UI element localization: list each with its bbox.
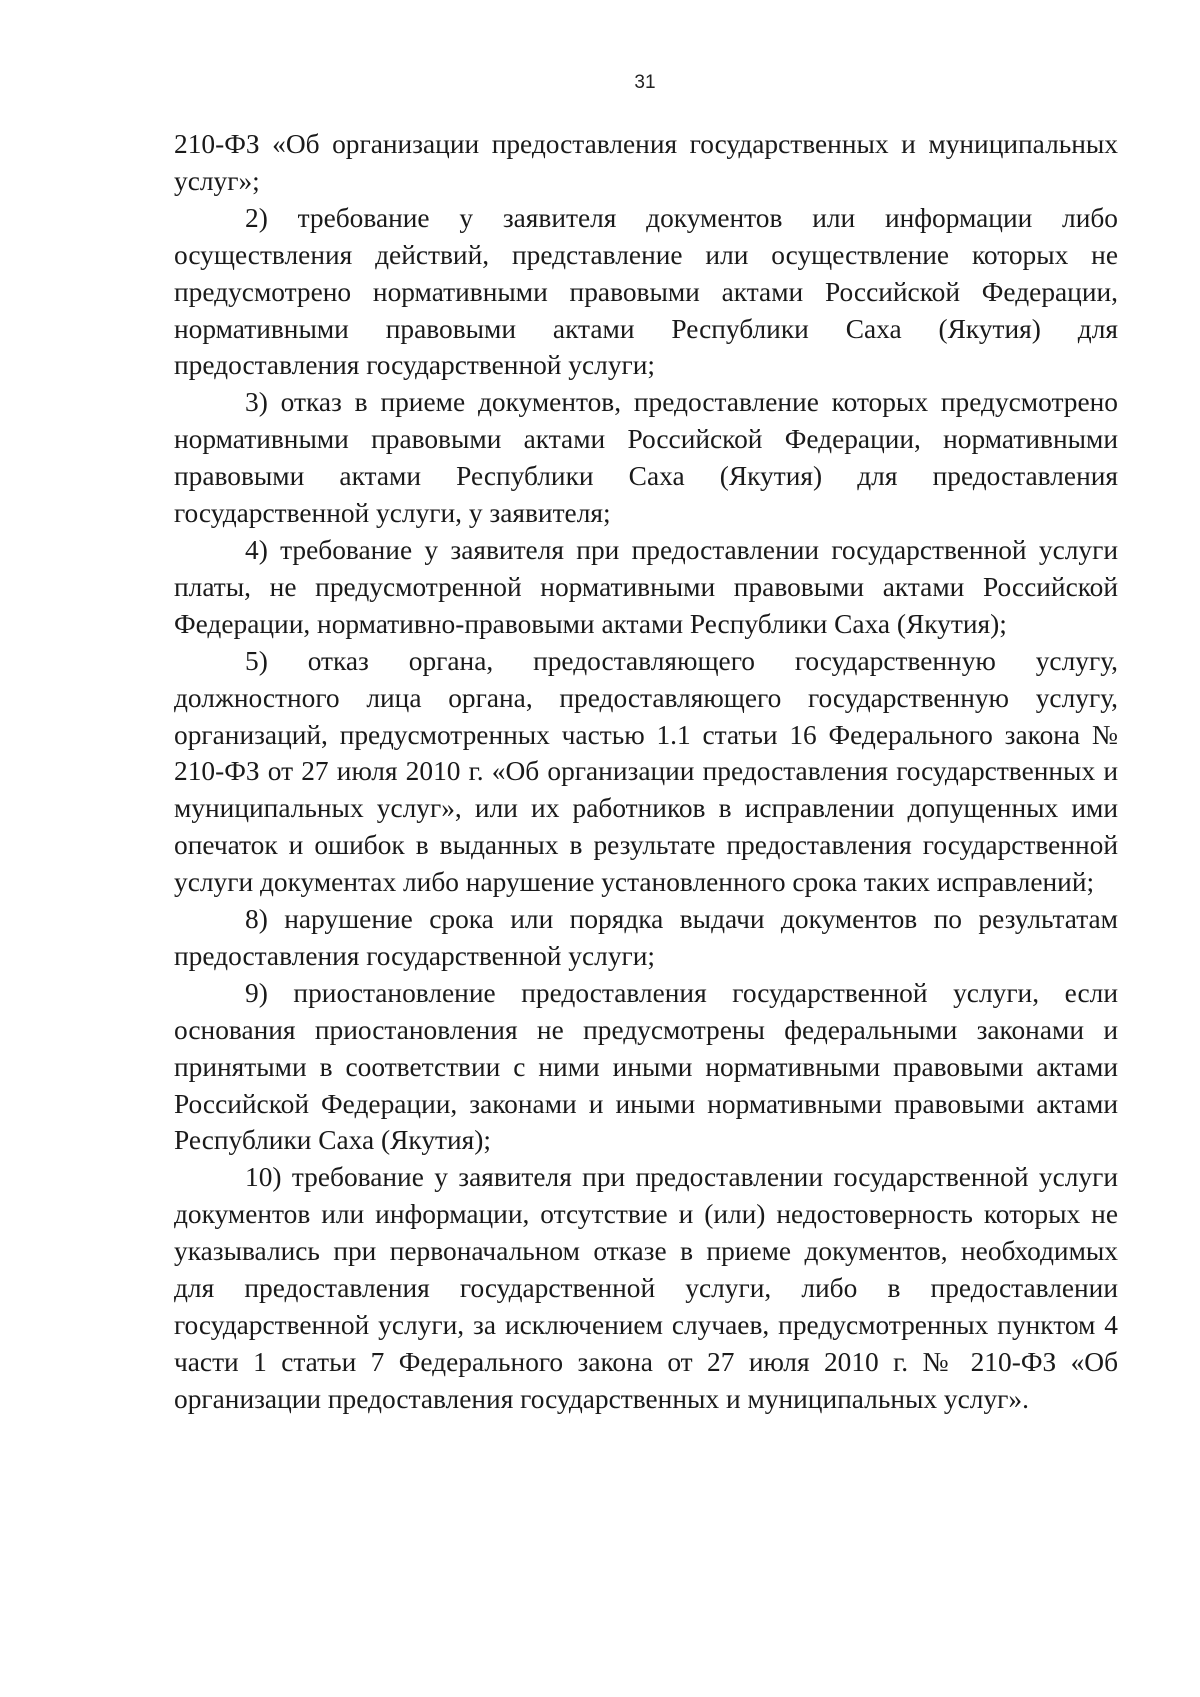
paragraph-item-9: 9) приостановление предоставления государственной услуги, если основания приостановления не предусмотрены федеральными законами и принятыми в соответствии с ними иными нормативными правовыми актами Российской Федерации, законами и иными нормативными правовыми актами Республики Саха (Якутия); — [174, 977, 1118, 1156]
document-body — [174, 126, 1118, 1418]
paragraph-continuation: 210-ФЗ «Об организации предоставления государственных и муниципальных услуг»; — [174, 129, 1118, 196]
paragraph-item-2: 2) требование у заявителя документов или информации либо осуществления действий, представление или осуществление которых не предусмотрено нормативными правовыми актами Российской Федерации, нормативными правовыми актами Республики Саха (Якутия) для предоставления государственной услуги; — [174, 202, 1118, 381]
paragraph-item-10: 10) требование у заявителя при предоставлении государственной услуги документов или информации, отсутствие и (или) недостоверность которых не указывались при первоначальном отказе в приеме документов, необходимых для предоставления государственной услуги, либо в предоставлении государственной услуги, за исключением случаев, предусмотренных пунктом 4 части 1 статьи 7 Федерального закона от 27 июля 2010 г. № 210-ФЗ «Об организации предоставления государственных и муниципальных услуг». — [174, 1162, 1118, 1414]
paragraph-item-3: 3) отказ в приеме документов, предоставление которых предусмотрено нормативными правовыми актами Российской Федерации, нормативными правовыми актами Республики Саха (Якутия) для предоставления государственной услуги, у заявителя; — [174, 387, 1118, 529]
paragraph-item-8: 8) нарушение срока или порядка выдачи документов по результатам предоставления государственной услуги; — [174, 904, 1118, 971]
paragraph-item-5: 5) отказ органа, предоставляющего государственную услугу, должностного лица органа, предоставляющего государственную услугу, организаций, предусмотренных частью 1.1 статьи 16 Федерального закона № 210-ФЗ от 27 июля 2010 г. «Об организации предоставления государственных и муниципальных услуг», или их работников в исправлении допущенных ими опечаток и ошибок в выданных в результате предоставления государственной услуги документах либо нарушение установленного срока таких исправлений; — [174, 645, 1118, 898]
paragraph-item-4: 4) требование у заявителя при предоставлении государственной услуги платы, не предусмотренной нормативными правовыми актами Российской Федерации, нормативно-правовыми актами Республики Саха (Якутия); — [174, 534, 1118, 639]
page-number: 31 — [634, 72, 656, 93]
